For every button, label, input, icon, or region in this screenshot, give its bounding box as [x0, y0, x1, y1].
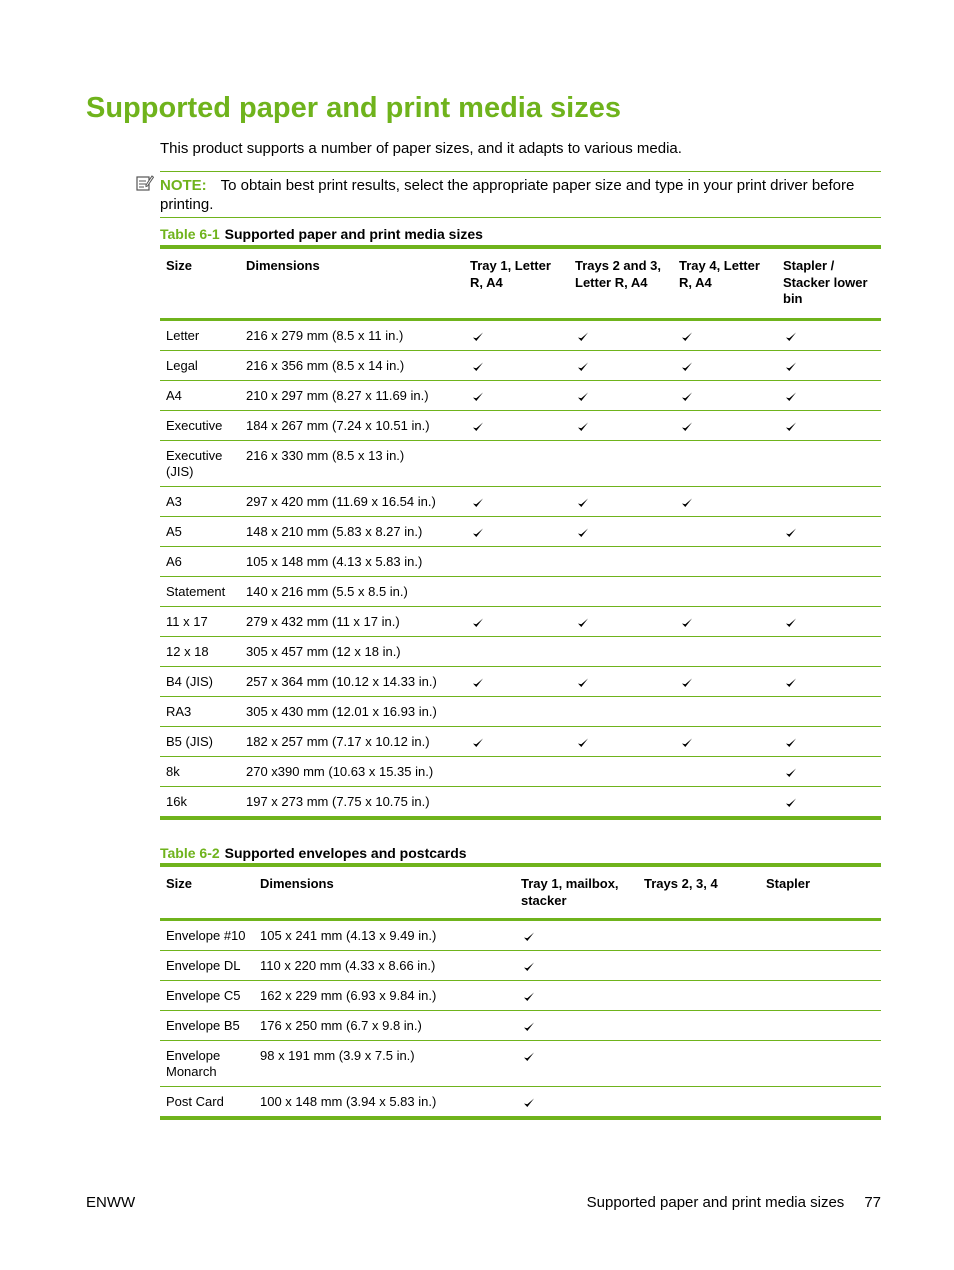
support-cell	[673, 697, 777, 727]
dimensions-cell: 216 x 330 mm (8.5 x 13 in.)	[240, 441, 464, 487]
size-cell: Executive	[160, 411, 240, 441]
paper-sizes-table	[160, 245, 881, 820]
checkmark-icon	[783, 734, 797, 749]
size-cell: Post Card	[160, 1087, 254, 1119]
table1-caption	[160, 226, 483, 242]
col-header: Dimensions	[260, 876, 334, 891]
dimensions-cell: 297 x 420 mm (11.69 x 16.54 in.)	[240, 487, 464, 517]
support-cell	[673, 607, 777, 637]
col-header: Tray 1, mailbox, stacker	[521, 876, 619, 908]
support-cell	[673, 757, 777, 787]
support-cell	[777, 411, 881, 441]
support-cell	[569, 757, 673, 787]
support-cell	[569, 547, 673, 577]
support-cell	[673, 787, 777, 819]
checkmark-icon	[783, 674, 797, 689]
dimensions-cell: 182 x 257 mm (7.17 x 10.12 in.)	[240, 727, 464, 757]
page-number: 77	[864, 1194, 881, 1211]
support-cell	[673, 577, 777, 607]
support-cell	[673, 637, 777, 667]
envelopes-table	[160, 863, 881, 1120]
support-cell	[760, 951, 881, 981]
size-cell: 8k	[160, 757, 240, 787]
support-cell	[464, 637, 569, 667]
support-cell	[515, 1041, 638, 1087]
size-cell: Envelope DL	[160, 951, 254, 981]
table-header-row	[160, 865, 881, 920]
support-cell	[464, 487, 569, 517]
support-cell	[777, 607, 881, 637]
size-cell: Executive (JIS)	[160, 441, 240, 487]
size-cell: A6	[160, 547, 240, 577]
col-header: Size	[166, 876, 193, 891]
table-row	[160, 381, 881, 411]
support-cell	[464, 727, 569, 757]
support-cell	[673, 411, 777, 441]
dimensions-cell: 305 x 457 mm (12 x 18 in.)	[240, 637, 464, 667]
dimensions-cell: 98 x 191 mm (3.9 x 7.5 in.)	[254, 1041, 515, 1087]
support-cell	[515, 951, 638, 981]
table2-caption	[160, 845, 467, 861]
checkmark-icon	[575, 524, 589, 539]
table-row	[160, 441, 881, 487]
support-cell	[515, 981, 638, 1011]
note-pencil-icon	[136, 174, 154, 192]
dimensions-cell: 216 x 279 mm (8.5 x 11 in.)	[240, 320, 464, 351]
support-cell	[569, 441, 673, 487]
support-cell	[777, 517, 881, 547]
size-cell: RA3	[160, 697, 240, 727]
dimensions-cell: 257 x 364 mm (10.12 x 14.33 in.)	[240, 667, 464, 697]
support-cell	[673, 320, 777, 351]
support-cell	[569, 787, 673, 819]
table-row	[160, 547, 881, 577]
table-row	[160, 487, 881, 517]
size-cell: Envelope #10	[160, 920, 254, 951]
dimensions-cell: 176 x 250 mm (6.7 x 9.8 in.)	[254, 1011, 515, 1041]
table2-number: Table 6-2	[160, 845, 220, 861]
note-box	[160, 171, 881, 218]
checkmark-icon	[470, 418, 484, 433]
support-cell	[569, 637, 673, 667]
support-cell	[569, 697, 673, 727]
col-header: Tray 1, Letter R, A4	[470, 258, 551, 290]
checkmark-icon	[575, 614, 589, 629]
checkmark-icon	[470, 358, 484, 373]
footer-left: ENWW	[86, 1194, 136, 1211]
table-row	[160, 1087, 881, 1119]
table-row	[160, 757, 881, 787]
support-cell	[515, 1011, 638, 1041]
checkmark-icon	[783, 524, 797, 539]
support-cell	[760, 1041, 881, 1087]
checkmark-icon	[470, 388, 484, 403]
size-cell: 12 x 18	[160, 637, 240, 667]
table-row	[160, 1041, 881, 1087]
checkmark-icon	[575, 358, 589, 373]
table-row	[160, 697, 881, 727]
dimensions-cell: 110 x 220 mm (4.33 x 8.66 in.)	[254, 951, 515, 981]
dimensions-cell: 184 x 267 mm (7.24 x 10.51 in.)	[240, 411, 464, 441]
checkmark-icon	[783, 418, 797, 433]
checkmark-icon	[679, 328, 693, 343]
dimensions-cell: 100 x 148 mm (3.94 x 5.83 in.)	[254, 1087, 515, 1119]
support-cell	[464, 441, 569, 487]
size-cell: A3	[160, 487, 240, 517]
size-cell: Statement	[160, 577, 240, 607]
table-row	[160, 517, 881, 547]
support-cell	[777, 637, 881, 667]
checkmark-icon	[521, 928, 535, 943]
support-cell	[777, 381, 881, 411]
support-cell	[638, 1011, 760, 1041]
checkmark-icon	[679, 674, 693, 689]
table-row	[160, 981, 881, 1011]
checkmark-icon	[783, 764, 797, 779]
checkmark-icon	[679, 734, 693, 749]
support-cell	[777, 727, 881, 757]
table1-number: Table 6-1	[160, 226, 220, 242]
table2-title: Supported envelopes and postcards	[224, 845, 467, 861]
checkmark-icon	[783, 614, 797, 629]
support-cell	[777, 787, 881, 819]
col-header: Stapler	[766, 876, 811, 891]
support-cell	[638, 951, 760, 981]
checkmark-icon	[470, 524, 484, 539]
dimensions-cell: 162 x 229 mm (6.93 x 9.84 in.)	[254, 981, 515, 1011]
support-cell	[569, 727, 673, 757]
table-row	[160, 320, 881, 351]
table-row	[160, 577, 881, 607]
table-row	[160, 727, 881, 757]
dimensions-cell: 270 x390 mm (10.63 x 15.35 in.)	[240, 757, 464, 787]
intro-text: This product supports a number of paper sizes, and it adapts to various media.	[160, 140, 682, 157]
checkmark-icon	[521, 1048, 535, 1063]
table-row	[160, 1011, 881, 1041]
support-cell	[777, 320, 881, 351]
checkmark-icon	[575, 494, 589, 509]
size-cell: A4	[160, 381, 240, 411]
size-cell: B4 (JIS)	[160, 667, 240, 697]
support-cell	[673, 487, 777, 517]
table1-title: Supported paper and print media sizes	[224, 226, 483, 242]
support-cell	[569, 487, 673, 517]
size-cell: 11 x 17	[160, 607, 240, 637]
dimensions-cell: 140 x 216 mm (5.5 x 8.5 in.)	[240, 577, 464, 607]
dimensions-cell: 210 x 297 mm (8.27 x 11.69 in.)	[240, 381, 464, 411]
checkmark-icon	[575, 674, 589, 689]
table-row	[160, 607, 881, 637]
checkmark-icon	[470, 674, 484, 689]
checkmark-icon	[783, 794, 797, 809]
footer-right	[587, 1194, 881, 1211]
checkmark-icon	[521, 988, 535, 1003]
dimensions-cell: 305 x 430 mm (12.01 x 16.93 in.)	[240, 697, 464, 727]
support-cell	[569, 607, 673, 637]
checkmark-icon	[679, 418, 693, 433]
checkmark-icon	[470, 734, 484, 749]
support-cell	[638, 920, 760, 951]
support-cell	[760, 1087, 881, 1119]
checkmark-icon	[679, 358, 693, 373]
support-cell	[638, 1087, 760, 1119]
support-cell	[569, 381, 673, 411]
col-header: Stapler / Stacker lower bin	[783, 258, 868, 306]
support-cell	[638, 1041, 760, 1087]
checkmark-icon	[679, 614, 693, 629]
dimensions-cell: 197 x 273 mm (7.75 x 10.75 in.)	[240, 787, 464, 819]
size-cell: B5 (JIS)	[160, 727, 240, 757]
dimensions-cell: 279 x 432 mm (11 x 17 in.)	[240, 607, 464, 637]
support-cell	[569, 411, 673, 441]
support-cell	[673, 441, 777, 487]
support-cell	[673, 727, 777, 757]
support-cell	[464, 517, 569, 547]
support-cell	[515, 1087, 638, 1119]
dimensions-cell: 148 x 210 mm (5.83 x 8.27 in.)	[240, 517, 464, 547]
support-cell	[777, 547, 881, 577]
table-row	[160, 951, 881, 981]
size-cell: Envelope C5	[160, 981, 254, 1011]
support-cell	[464, 697, 569, 727]
note-label: NOTE:	[160, 177, 207, 194]
support-cell	[777, 697, 881, 727]
page-title: Supported paper and print media sizes	[86, 92, 621, 124]
support-cell	[464, 757, 569, 787]
table-row	[160, 667, 881, 697]
checkmark-icon	[470, 328, 484, 343]
checkmark-icon	[575, 328, 589, 343]
checkmark-icon	[575, 418, 589, 433]
support-cell	[777, 757, 881, 787]
support-cell	[777, 667, 881, 697]
support-cell	[464, 547, 569, 577]
checkmark-icon	[783, 328, 797, 343]
note-text: To obtain best print results, select the appropriate paper size and type in your print driver before printing.	[160, 177, 855, 213]
checkmark-icon	[470, 494, 484, 509]
support-cell	[569, 577, 673, 607]
checkmark-icon	[575, 734, 589, 749]
footer-section-title: Supported paper and print media sizes	[586, 1194, 845, 1211]
support-cell	[515, 920, 638, 951]
support-cell	[464, 411, 569, 441]
checkmark-icon	[783, 358, 797, 373]
dimensions-cell: 216 x 356 mm (8.5 x 14 in.)	[240, 351, 464, 381]
support-cell	[464, 351, 569, 381]
support-cell	[777, 441, 881, 487]
table-row	[160, 351, 881, 381]
size-cell: 16k	[160, 787, 240, 819]
support-cell	[464, 787, 569, 819]
table-row	[160, 920, 881, 951]
checkmark-icon	[521, 958, 535, 973]
col-header: Tray 4, Letter R, A4	[679, 258, 760, 290]
support-cell	[673, 381, 777, 411]
support-cell	[760, 981, 881, 1011]
support-cell	[777, 351, 881, 381]
table-header-row	[160, 247, 881, 320]
support-cell	[673, 547, 777, 577]
support-cell	[464, 381, 569, 411]
dimensions-cell: 105 x 241 mm (4.13 x 9.49 in.)	[254, 920, 515, 951]
col-header: Size	[166, 258, 193, 273]
support-cell	[569, 517, 673, 547]
support-cell	[673, 667, 777, 697]
col-header: Dimensions	[246, 258, 320, 273]
support-cell	[638, 981, 760, 1011]
support-cell	[464, 667, 569, 697]
support-cell	[673, 517, 777, 547]
table-row	[160, 411, 881, 441]
size-cell: Letter	[160, 320, 240, 351]
support-cell	[760, 920, 881, 951]
support-cell	[569, 351, 673, 381]
support-cell	[464, 577, 569, 607]
support-cell	[777, 577, 881, 607]
table-row	[160, 637, 881, 667]
checkmark-icon	[679, 494, 693, 509]
checkmark-icon	[783, 388, 797, 403]
table-row	[160, 787, 881, 819]
support-cell	[569, 667, 673, 697]
support-cell	[464, 607, 569, 637]
col-header: Trays 2 and 3, Letter R, A4	[575, 258, 661, 290]
support-cell	[777, 487, 881, 517]
checkmark-icon	[575, 388, 589, 403]
size-cell: A5	[160, 517, 240, 547]
dimensions-cell: 105 x 148 mm (4.13 x 5.83 in.)	[240, 547, 464, 577]
support-cell	[569, 320, 673, 351]
size-cell: Envelope B5	[160, 1011, 254, 1041]
checkmark-icon	[521, 1018, 535, 1033]
support-cell	[464, 320, 569, 351]
support-cell	[760, 1011, 881, 1041]
checkmark-icon	[679, 388, 693, 403]
size-cell: Envelope Monarch	[160, 1041, 254, 1087]
checkmark-icon	[521, 1094, 535, 1109]
checkmark-icon	[470, 614, 484, 629]
support-cell	[673, 351, 777, 381]
size-cell: Legal	[160, 351, 240, 381]
col-header: Trays 2, 3, 4	[644, 876, 718, 891]
